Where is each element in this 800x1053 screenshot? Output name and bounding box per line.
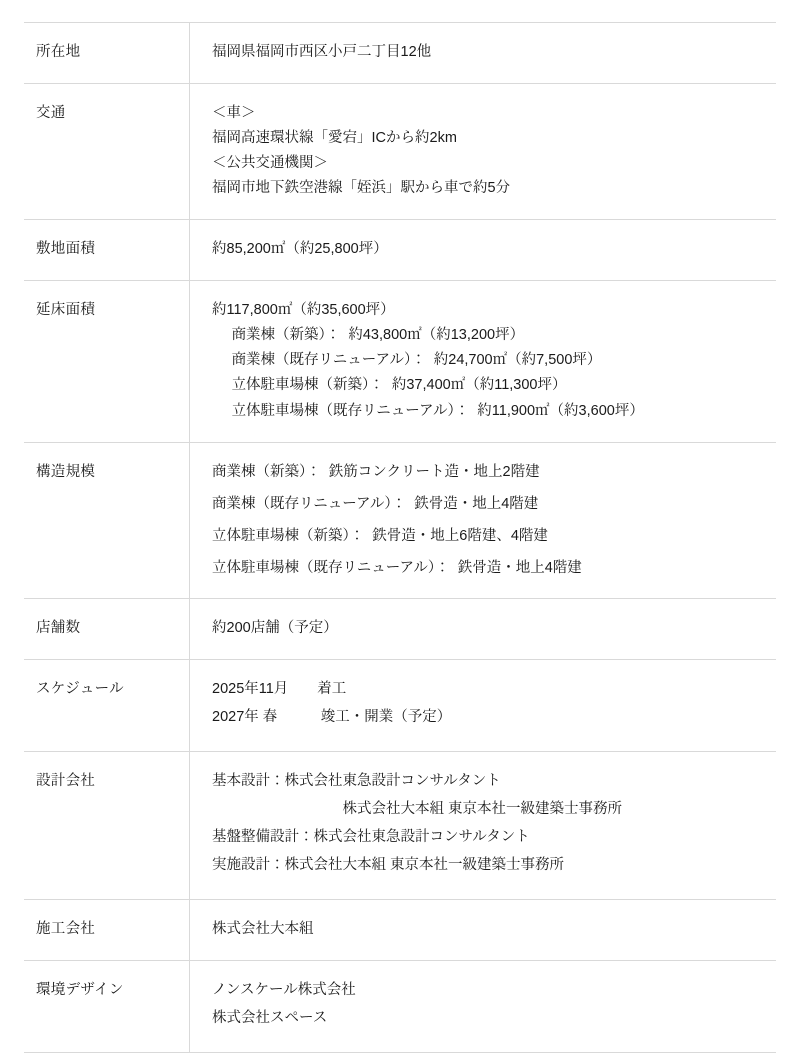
row-value [190, 752, 777, 900]
value-line: 2027年 春 竣工・開業（予定） [212, 709, 452, 726]
row-label: 店舗数 [24, 599, 190, 660]
value-line: ＜公共交通機関＞ [212, 154, 328, 171]
value-line: 立体駐車場棟（新築）： 鉄骨造・地上6階建、4階建 [212, 527, 548, 544]
value-line: 立体駐車場棟（新築）： 約37,400㎡（約11,300坪） [231, 377, 567, 394]
value-line: 商業棟（既存リニューアル）： 鉄骨造・地上4階建 [212, 495, 539, 512]
value-line: 商業棟（新築）： 鉄筋コンクリート造・地上2階建 [212, 463, 540, 480]
facility-spec-table [24, 22, 776, 1053]
value-line: 立体駐車場棟（既存リニューアル）： 約11,900㎡（約3,600坪） [231, 402, 644, 419]
row-label: 構造規模 [24, 442, 190, 599]
table-row [24, 599, 776, 660]
row-label: 延床面積 [24, 280, 190, 442]
value-line: 約85,200㎡（約25,800坪） [212, 240, 388, 257]
value-line: 基盤整備設計：株式会社東急設計コンサルタント [212, 829, 530, 846]
value-line: ノンスケール株式会社 [212, 981, 356, 998]
row-label: 所在地 [24, 23, 190, 84]
row-label: 設計会社 [24, 752, 190, 900]
value-line: 福岡高速環状線「愛宕」ICから約2km [212, 129, 457, 146]
row-label: スケジュール [24, 660, 190, 752]
table-row [24, 900, 776, 961]
value-line: ＜車＞ [212, 104, 256, 121]
value-line: 基本設計：株式会社東急設計コンサルタント [212, 773, 501, 790]
table-row [24, 660, 776, 752]
value-line: 立体駐車場棟（既存リニューアル）： 鉄骨造・地上4階建 [212, 559, 582, 576]
table-row [24, 23, 776, 84]
value-line: 商業棟（新築）： 約43,800㎡（約13,200坪） [231, 326, 525, 343]
value-line: 福岡県福岡市西区小戸二丁目12他 [212, 44, 432, 60]
table-row [24, 442, 776, 599]
table-row [24, 752, 776, 900]
spec-table-body [24, 23, 776, 1053]
row-value [190, 900, 777, 961]
row-value [190, 599, 777, 660]
row-value [190, 960, 777, 1052]
table-row [24, 83, 776, 219]
row-label: 交通 [24, 83, 190, 219]
table-row [24, 280, 776, 442]
row-value [190, 660, 777, 752]
row-value [190, 23, 777, 84]
row-label: 環境デザイン [24, 960, 190, 1052]
value-line: 2025年11月 着工 [212, 681, 347, 698]
value-line: 約200店舗（予定） [212, 620, 338, 637]
value-line: 実施設計：株式会社大本組 東京本社一級建築士事務所 [212, 857, 565, 874]
table-row [24, 960, 776, 1052]
value-line: 福岡市地下鉄空港線「姪浜」駅から車で約5分 [212, 179, 511, 196]
row-value [190, 219, 777, 280]
table-row [24, 219, 776, 280]
row-label: 施工会社 [24, 900, 190, 961]
row-value [190, 83, 777, 219]
value-line: 株式会社大本組 東京本社一級建築士事務所 [212, 801, 623, 818]
row-value [190, 442, 777, 599]
value-line: 株式会社大本組 [212, 921, 314, 938]
value-line: 株式会社スペース [212, 1009, 328, 1026]
value-line: 商業棟（既存リニューアル）： 約24,700㎡（約7,500坪） [231, 352, 602, 369]
row-value [190, 280, 777, 442]
row-label: 敷地面積 [24, 219, 190, 280]
value-line: 約117,800㎡（約35,600坪） [212, 301, 395, 318]
